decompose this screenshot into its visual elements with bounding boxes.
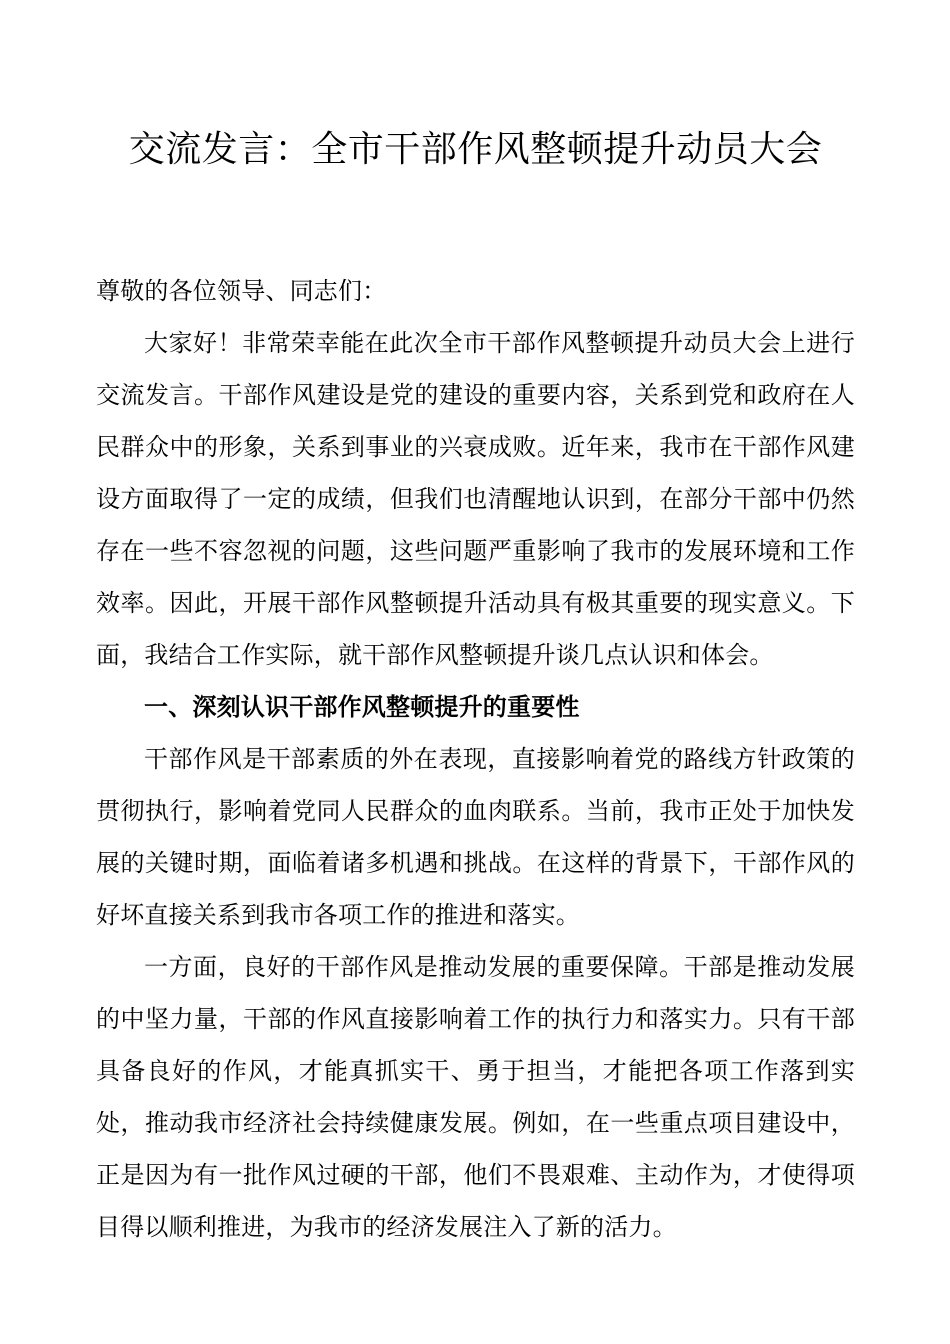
section-1-paragraph-1: 干部作风是干部素质的外在表现，直接影响着党的路线方针政策的贯彻执行，影响着党同人民群众的血肉联系。当前，我市正处于加快发展的关键时期，面临着诸多机遇和挑战。在这样的背景下，干部作风的好坏直接关系到我市各项工作的推进和落实。: [96, 747, 855, 929]
section-1-paragraph-2: 一方面，良好的干部作风是推动发展的重要保障。干部是推动发展的中坚力量，干部的作风直接影响着工作的执行力和落实力。只有干部具备良好的作风，才能真抓实干、勇于担当，才能把各项工作落到实处，推动我市经济社会持续健康发展。例如，在一些重点项目建设中，正是因为有一批作风过硬的干部，他们不畏艰难、主动作为，才使得项目得以顺利推进，为我市的经济发展注入了新的活力。: [96, 955, 855, 1241]
page-title: 交流发言：全市干部作风整顿提升动员大会: [128, 129, 823, 169]
section-heading-1: 一、深刻认识干部作风整顿提升的重要性: [144, 694, 580, 721]
document-content: [96, 0, 855, 1254]
intro-paragraph: 大家好！非常荣幸能在此次全市干部作风整顿提升动员大会上进行交流发言。干部作风建设是党的建设的重要内容，关系到党和政府在人民群众中的形象，关系到事业的兴衰成败。近年来，我市在干部作风建设方面取得了一定的成绩，但我们也清醒地认识到，在部分干部中仍然存在一些不容忽视的问题，这些问题严重影响了我市的发展环境和工作效率。因此，开展干部作风整顿提升活动具有极其重要的现实意义。下面，我结合工作实际，就干部作风整顿提升谈几点认识和体会。: [96, 331, 855, 669]
salutation-line: 尊敬的各位领导、同志们：: [96, 279, 387, 305]
